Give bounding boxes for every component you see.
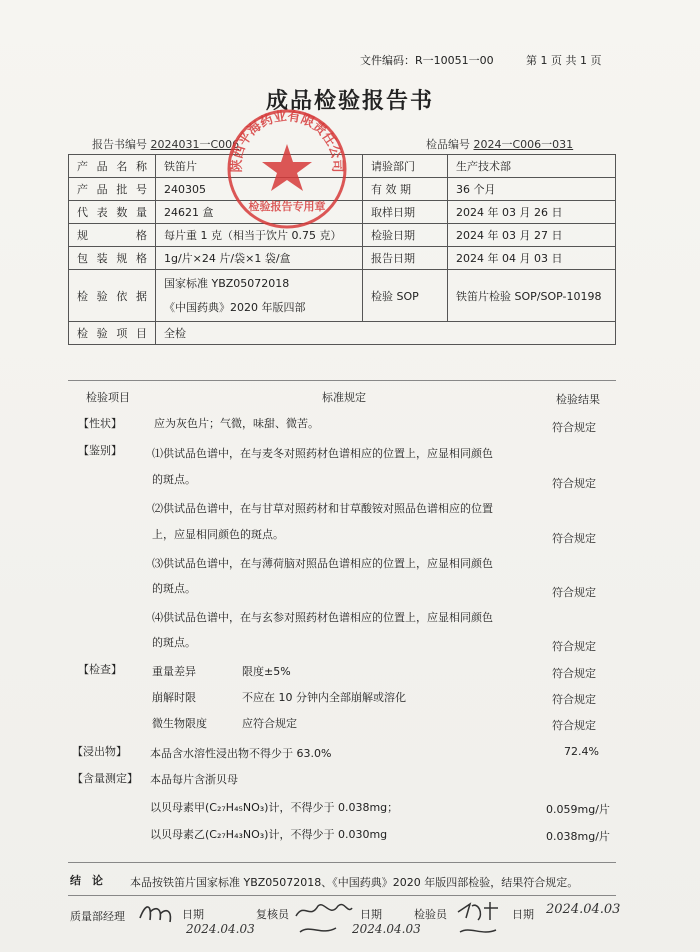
spec: 每片重 1 克（相当于饮片 0.75 克） — [156, 224, 363, 247]
section-label-xingzhuang: 【性状】 — [78, 417, 122, 430]
page-title: 成品检验报告书 — [265, 89, 434, 114]
quantity-label: 代表数量 — [69, 201, 156, 224]
section-label-jinchu: 【浸出物】 — [72, 745, 127, 758]
file-code-label: 文件编码： — [360, 54, 415, 67]
report-date-label: 报告日期 — [363, 247, 448, 270]
hanliang-1-result: 0.059mg/片 — [546, 803, 610, 816]
product-name-label: 产品名称 — [69, 155, 156, 178]
xingzhuang-result: 符合规定 — [552, 421, 596, 434]
items: 全检 — [156, 322, 616, 345]
basis-line-2: 《中国药典》2020 年版四部 — [164, 300, 306, 314]
jianbie-3-result: 符合规定 — [552, 586, 596, 599]
section-label-jiancha: 【检查】 — [78, 663, 122, 676]
file-code-line — [360, 52, 494, 68]
col-header-result: 检验结果 — [556, 393, 600, 406]
hanliang-1-standard: 以贝母素甲(C₂₇H₄₅NO₃)计，不得少于 0.038mg； — [150, 801, 399, 814]
date-handwritten-3: 2024.04.03 — [546, 902, 621, 917]
inspection-number-line — [426, 136, 573, 152]
file-code: R一10051一00 — [415, 54, 494, 67]
items-label: 检验项目 — [69, 322, 156, 345]
basis — [156, 270, 363, 322]
jianbie-2-result: 符合规定 — [552, 532, 596, 545]
conclusion-label: 结 论 — [70, 874, 103, 887]
batch-label: 产品批号 — [69, 178, 156, 201]
sop-label: 检验 SOP — [363, 270, 448, 322]
report-no-label: 报告书编号 — [92, 138, 147, 151]
jiancha-2-standard: 不应在 10 分钟内全部崩解或溶化 — [242, 691, 406, 704]
pack-label: 包装规格 — [69, 247, 156, 270]
jiancha-3-standard: 应符合规定 — [242, 717, 297, 730]
basis-label: 检验依据 — [69, 270, 156, 322]
inspection-no-label: 检品编号 — [426, 138, 470, 151]
test-date-label: 检验日期 — [363, 224, 448, 247]
seal-bottom-text: 检验报告专用章 — [248, 200, 326, 213]
jiancha-1-result: 符合规定 — [552, 667, 596, 680]
xingzhuang-standard: 应为灰色片；气微，味甜、微苦。 — [154, 417, 319, 430]
qm-signature-icon — [136, 898, 176, 926]
inspector-signature-icon — [454, 898, 504, 938]
inspector-label: 检验员 — [414, 908, 447, 921]
jianbie-4-result: 符合规定 — [552, 640, 596, 653]
date-handwritten-1: 2024.04.03 — [186, 922, 255, 936]
col-header-item: 检验项目 — [86, 391, 130, 404]
reviewer-signature-icon — [292, 898, 354, 938]
quantity: 24621 盒 — [156, 201, 363, 224]
hanliang-2-standard: 以贝母素乙(C₂₇H₄₃NO₃)计，不得少于 0.030mg — [150, 828, 388, 841]
seal-outer-text: 陕西平海药业有限责任公司 — [229, 109, 345, 173]
jianbie-1-line-1: ⑴供试品色谱中，在与麦冬对照药材色谱相应的位置上，应显相同颜色 — [152, 447, 493, 460]
date-label-2: 日期 — [360, 908, 382, 921]
jianbie-2-line-2: 上，应显相同颜色的斑点。 — [152, 528, 284, 541]
page-number: 第 1 页 共 1 页 — [526, 54, 602, 67]
jianbie-3-line-1: ⑶供试品色谱中，在与薄荷脑对照品色谱相应的位置上，应显相同颜色 — [152, 557, 493, 570]
sample-date: 2024 年 03 月 26 日 — [448, 201, 616, 224]
section-label-hanliang: 【含量测定】 — [72, 772, 138, 785]
jianbie-4-line-1: ⑷供试品色谱中，在与玄参对照药材色谱相应的位置上，应显相同颜色 — [152, 611, 493, 624]
hanliang-intro: 本品每片含浙贝母 — [150, 773, 238, 786]
sample-date-label: 取样日期 — [363, 201, 448, 224]
pack-spec: 1g/片×24 片/袋×1 袋/盒 — [156, 247, 363, 270]
inspection-no: 2024一C006一031 — [473, 138, 574, 151]
dept-label: 请验部门 — [363, 155, 448, 178]
jianbie-3-line-2: 的斑点。 — [152, 582, 196, 595]
report-number-line — [92, 136, 239, 152]
jiancha-3-result: 符合规定 — [552, 719, 596, 732]
batch-number: 240305 — [156, 178, 363, 201]
official-seal-icon — [222, 104, 352, 234]
jianbie-1-result: 符合规定 — [552, 477, 596, 490]
divider — [68, 895, 616, 896]
jiancha-1-name: 重量差异 — [152, 665, 196, 678]
qm-label: 质量部经理 — [70, 910, 125, 923]
jianbie-4-line-2: 的斑点。 — [152, 636, 196, 649]
spec-label: 规 格 — [69, 224, 156, 247]
jinchu-standard: 本品含水溶性浸出物不得少于 63.0% — [150, 747, 332, 760]
validity: 36 个月 — [448, 178, 616, 201]
reviewer-label: 复核员 — [256, 908, 289, 921]
validity-label: 有 效 期 — [363, 178, 448, 201]
product-name: 铁笛片 — [156, 155, 363, 178]
test-date: 2024 年 03 月 27 日 — [448, 224, 616, 247]
section-label-jianbie: 【鉴别】 — [78, 444, 122, 457]
jiancha-2-result: 符合规定 — [552, 693, 596, 706]
hanliang-2-result: 0.038mg/片 — [546, 830, 610, 843]
jianbie-1-line-2: 的斑点。 — [152, 473, 196, 486]
jianbie-2-line-1: ⑵供试品色谱中，在与甘草对照药材和甘草酸铵对照品色谱相应的位置 — [152, 502, 493, 515]
divider — [68, 380, 616, 381]
date-handwritten-2: 2024.04.03 — [352, 922, 421, 936]
jiancha-2-name: 崩解时限 — [152, 691, 196, 704]
report-no: 2024031一C006 — [150, 138, 240, 151]
conclusion-text: 本品按铁笛片国家标准 YBZ05072018、《中国药典》2020 年版四部检验，结果符合规定。 — [130, 876, 579, 889]
date-label-3: 日期 — [512, 908, 534, 921]
dept: 生产技术部 — [448, 155, 616, 178]
col-header-standard: 标准规定 — [322, 391, 366, 404]
basis-line-1: 国家标准 YBZ05072018 — [164, 276, 290, 290]
sop: 铁笛片检验 SOP/SOP-10198 — [448, 270, 616, 322]
jiancha-3-name: 微生物限度 — [152, 717, 207, 730]
jinchu-result: 72.4% — [564, 745, 599, 758]
date-label-1: 日期 — [182, 908, 204, 921]
divider — [68, 862, 616, 863]
jiancha-1-standard: 限度±5% — [242, 665, 291, 678]
report-date: 2024 年 04 月 03 日 — [448, 247, 616, 270]
